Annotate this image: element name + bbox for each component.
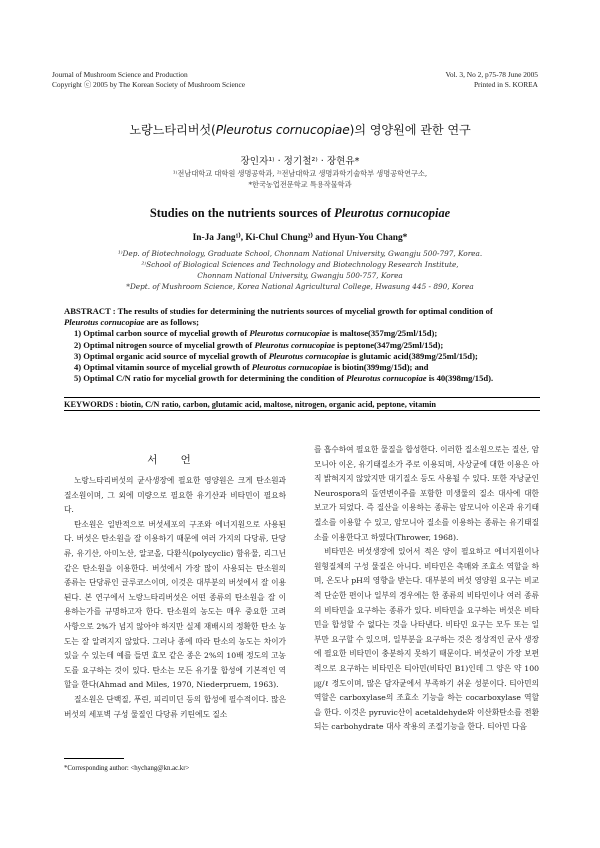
abstract-item-species: Pleurotus cornucopiae (346, 373, 427, 384)
keywords-top-rule (64, 397, 540, 398)
abstract (64, 306, 538, 384)
abstract-species: Pleurotus cornucopiae (64, 317, 145, 328)
english-affiliation-3: Chonnam National University, Gwangju 500-757, Korea (197, 271, 403, 280)
keywords: KEYWORDS : biotin, C/N ratio, carbon, glutamic acid, maltose, nitrogen, organic acid, peptone, vitamin (64, 400, 437, 409)
korean-title-species: Pleurotus cornucopiae (215, 123, 350, 137)
abstract-item (64, 340, 538, 351)
english-affiliation-4: *Dept. of Mushroom Science, Korea National Agricultural College, Hwasung 445 - 890, Korea (126, 282, 474, 291)
abstract-item-text: 1) Optimal carbon source of mycelial growth of (74, 328, 250, 339)
abstract-item-species: Pleurotus cornucopiae (254, 339, 335, 350)
korean-title (0, 121, 600, 138)
abstract-item-result: is glutamic acid(389mg/25ml/15d); (349, 350, 478, 361)
abstract-item (64, 373, 538, 384)
abstract-item-result: is peptone(347mg/25ml/15d); (334, 339, 444, 350)
english-authors: In-Ja Jang¹⁾, Ki-Chul Chung²⁾ and Hyun-You Chang* (192, 233, 408, 243)
abstract-item (64, 362, 538, 373)
english-affiliation-1: ¹⁾Dep. of Biotechnology, Graduate School, Chonnam National University, Gwangju 500-797, Korea. (117, 249, 483, 258)
abstract-item-text: 3) Optimal organic acid source of mycelial growth of (74, 350, 269, 361)
body-paragraph: 노랑느타리버섯의 균사생장에 필요한 영양원은 크게 탄소원과 질소원이며, 그 외에 미량으로 필요한 유기산과 비타민이 필요하다. (64, 476, 286, 515)
korean-title-pre: 노랑느타리버섯( (129, 123, 216, 137)
abstract-line-2-rest: are as follows; (144, 317, 199, 328)
abstract-item-text: 5) Optimal C/N ratio for mycelial growth for determining the condition of (74, 373, 347, 384)
abstract-line-2 (64, 317, 538, 328)
copyright-line: Copyright ⓒ 2005 by The Korean Society of Mushroom Science (52, 80, 246, 89)
abstract-item-result: is biotin(399mg/15d); and (332, 362, 429, 373)
body-column-right (314, 443, 539, 735)
footnote-rule (64, 758, 124, 759)
printed-line: Printed in S. KOREA (473, 80, 538, 89)
abstract-item-species: Pleurotus cornucopiae (251, 362, 333, 373)
keywords-bottom-rule (64, 410, 540, 411)
abstract-item-result: is maltose(357mg/25ml/15d); (329, 328, 438, 339)
abstract-item-species: Pleurotus cornucopiae (249, 328, 330, 339)
abstract-item-text: 4) Optimal vitamin source of mycelial growth of (74, 362, 252, 373)
section-title-introduction: 서 언 (147, 454, 201, 466)
body-paragraph: 를 흡수하여 필요한 물질을 합성한다. 이러한 질소원으로는 질산, 암모니아 이온, 유기태질소가 주로 이용되며, 사상균에 대한 이용은 아직 밝혀지지 않았지만 대기질소 등도 사용될 수 있다. 또한 자낭균인 Neurospora의 돌연변이주를 포함한 미생물의 질소 대사에 대한 보고가 되었다. 즉 질산을 이용하는 종류는 암모니아 이온과 유기태질소를 이용할 수 있고, 암모니아 질소를 이용하는 종류는 유기태질소를 이용한다고 하였다(Thrower, 1968). (314, 445, 539, 542)
journal-header-right (446, 70, 538, 90)
body-paragraph: 탄소원은 일반적으로 버섯세포의 구조와 에너지원으로 사용된다. 버섯은 탄소원을 잘 이용하기 때문에 여러 가지의 다당류, 단당류, 유기산, 아미노산, 알코올, 다환식(polycyclic) 함유물, 리그닌 같은 탄소원을 이용한다. 버섯에서 가장 많이 사용되는 탄소원의 종류는 단당류인 글루코스이며, 이것은 대부분의 버섯에서 잘 이용된다. 본 연구에서 노랑느타리버섯은 어떤 종류의 탄소원을 잘 이용하는가를 규명하고자 한다. 탄소원의 농도는 매우 중요한 고려 사항으로 2%가 넘지 않아야 하지만 실제 재배시의 정확한 탄소 농도는 잘 알려지지 않았다. 그러나 종에 따라 탄소의 농도는 차이가 있을 수 있는데 예를 들면 효모 같은 종은 2%의 10배 정도의 고농도를 요구하는 것이 있다. 탄소는 모든 유기물 합성에 기본적인 역할을 한다(Ahmad and Miles, 1970, Niederpruem, 1963). (64, 519, 286, 690)
abstract-item-text: 2) Optimal nitrogen source of mycelial growth of (74, 339, 255, 350)
abstract-item (64, 328, 538, 339)
abstract-item-result: is 40(398mg/15d). (426, 373, 494, 384)
body-column-left (64, 474, 286, 722)
body-paragraph: 질소원은 단백질, 푸린, 피리미딘 등의 합성에 필수적이다. 많은 버섯의 세포벽 구성 물질인 다당류 키틴에도 질소 (64, 694, 286, 719)
english-title (0, 206, 600, 221)
korean-title-post: )의 영양원에 관한 연구 (349, 123, 471, 137)
journal-header-left (52, 70, 245, 90)
corresponding-author-footnote: *Corresponding author: <hychang@kn.ac.kr> (64, 765, 190, 772)
korean-affiliation-2: *한국농업전문학교 특용작물학과 (248, 180, 352, 189)
korean-authors: 장인자¹⁾ · 정기철²⁾ · 장현유* (240, 156, 360, 167)
english-title-species: Pleurotus cornucopiae (334, 206, 451, 220)
english-title-pre: Studies on the nutrients sources of (149, 206, 335, 220)
abstract-item-species: Pleurotus cornucopiae (268, 350, 350, 361)
body-paragraph: 비타민은 버섯생장에 있어서 적은 양이 필요하고 에너지원이나 원형질체의 구성 물질은 아니다. 비타민은 촉매와 조효소 역할을 하며, 온도나 pH의 영향을 받는다. 대부분의 버섯 영양원 요구는 비교적 단순한 편이나 일부의 경우에는 한 종류의 비타민이나 여러 종류의 비타민을 요구하는 종류가 있다. 비타민을 요구하는 버섯은 비타민을 합성할 수 없다는 것을 나타낸다. 비타민 요구는 모두 또는 일부만 요구할 수 있으며, 일부분을 요구하는 것은 정상적인 균사 생장에 필요한 비타민이 충분하지 못하기 때문이다. 버섯균이 가장 보편적으로 요구하는 비타민은 티아민(비타민 B1)인데 그 양은 약 100㎍/ℓ 정도이며, 많은 담자균에서 부족하기 쉬운 성분이다. 티아민의 역할은 carboxylase의 조효소 기능을 하는 cocarboxylase 역할을 한다. 이것은 pyruvic산이 acetaldehyde와 이산화탄소를 전환되는 carbohydrate 대사 작용의 조절기능을 한다. 티아민 다음 (314, 547, 539, 732)
english-affiliation-2: ²⁾School of Biological Sciences and Technology and Biotechnology Research Institute, (141, 260, 459, 269)
volume-line: Vol. 3, No 2, p75-78 June 2005 (445, 70, 538, 79)
korean-affiliation-1: ¹⁾전남대학교 대학원 생명공학과, ²⁾전남대학교 생명과학기술학부 생명공학연구소, (172, 169, 428, 178)
abstract-line-1: ABSTRACT : The results of studies for determining the nutrients sources of mycelial growth for optimal condition of (64, 306, 493, 316)
journal-name: Journal of Mushroom Science and Production (52, 70, 188, 79)
abstract-item (64, 351, 538, 362)
